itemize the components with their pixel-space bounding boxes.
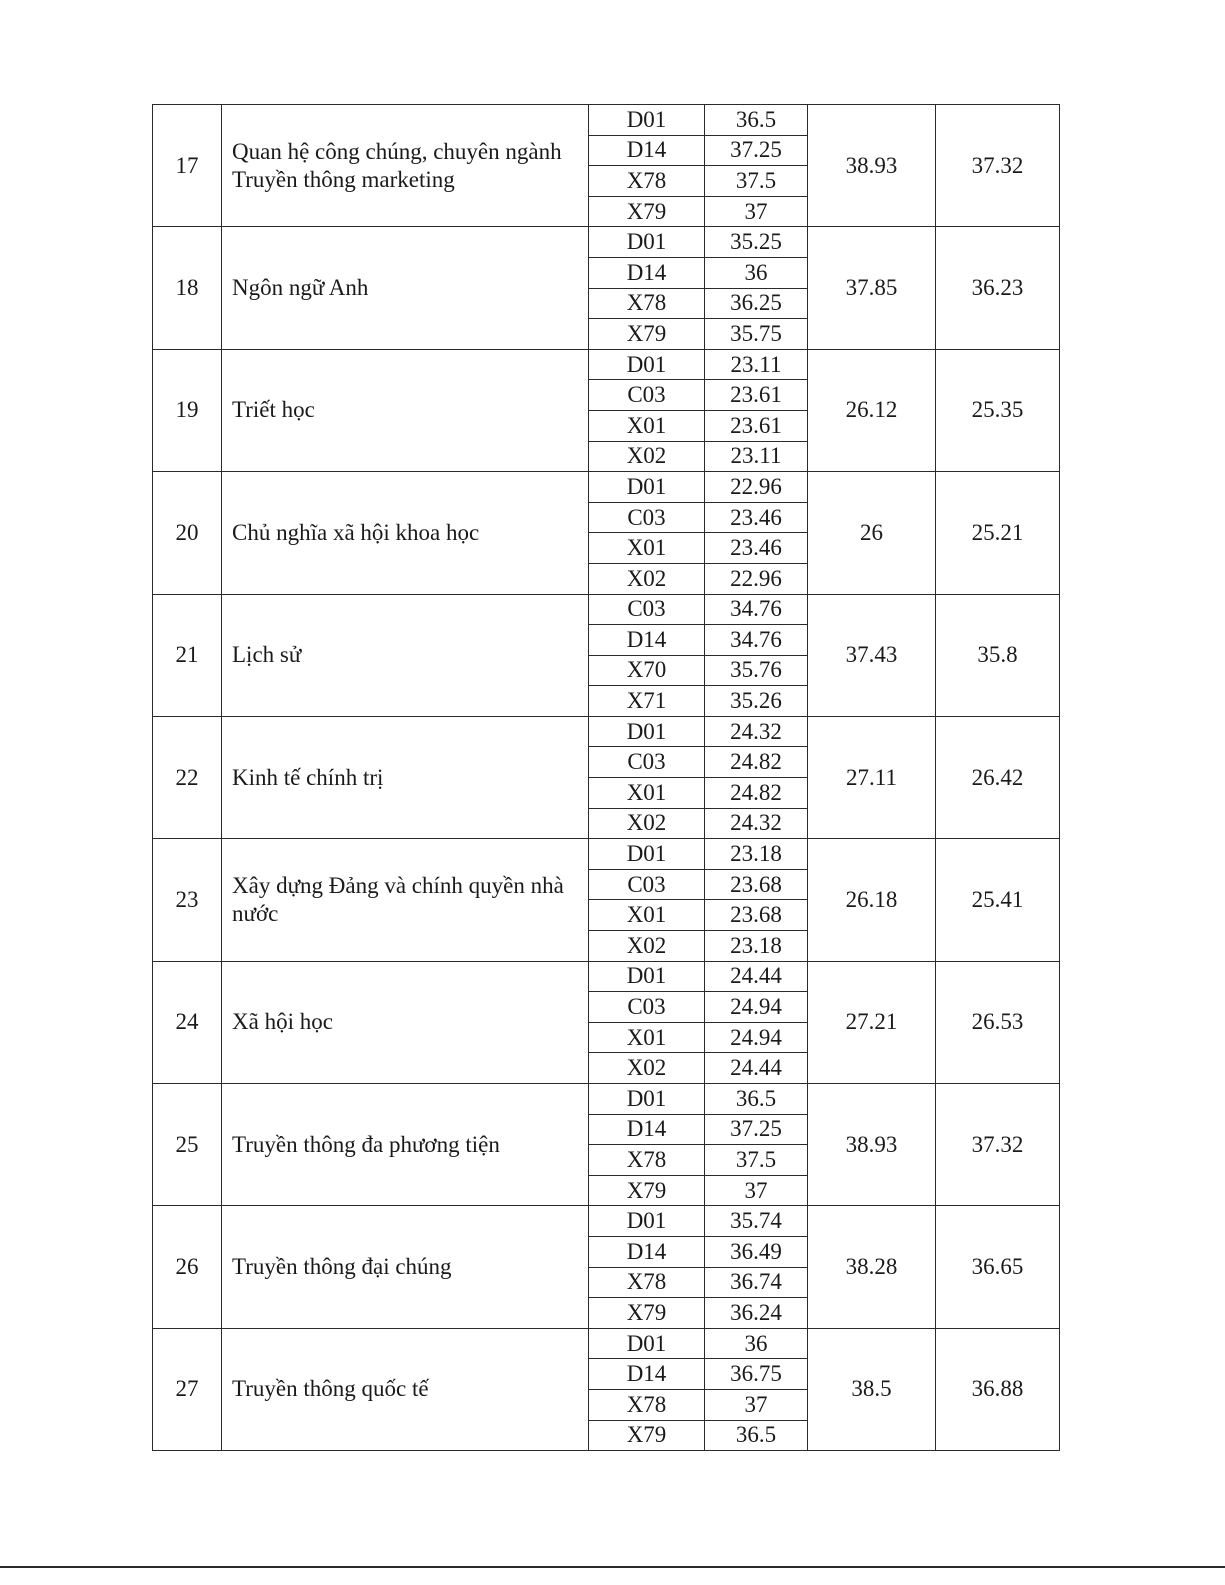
combo-score: 36.5 [705,1084,808,1115]
combo-code: X79 [589,196,705,227]
combo-code: X02 [589,441,705,472]
combo-score: 24.82 [705,747,808,778]
table-row [153,594,1060,625]
combo-code: D01 [589,105,705,136]
combo-score: 23.61 [705,410,808,441]
combo-code: D01 [589,1328,705,1359]
score-column-b: 35.8 [936,594,1060,716]
combo-score: 37.25 [705,1114,808,1145]
combo-score: 24.44 [705,1053,808,1084]
combo-score: 24.32 [705,716,808,747]
combo-score: 24.94 [705,1022,808,1053]
combo-code: C03 [589,502,705,533]
combo-code: X02 [589,563,705,594]
score-column-b: 37.32 [936,1084,1060,1206]
row-number: 17 [153,105,222,227]
combo-code: C03 [589,992,705,1023]
combo-code: X78 [589,166,705,197]
combo-score: 36.24 [705,1298,808,1329]
table-row [153,472,1060,503]
score-column-a: 26.18 [808,839,936,961]
combo-score: 23.68 [705,869,808,900]
combo-code: X71 [589,686,705,717]
score-table [152,104,1060,1451]
score-column-a: 38.5 [808,1328,936,1450]
row-number: 25 [153,1084,222,1206]
combo-score: 36.74 [705,1267,808,1298]
combo-code: D14 [589,1236,705,1267]
combo-code: X70 [589,655,705,686]
combo-code: X79 [589,319,705,350]
major-name: Lịch sử [222,594,589,716]
score-column-a: 38.28 [808,1206,936,1328]
combo-code: X01 [589,900,705,931]
row-number: 18 [153,227,222,349]
combo-score: 36 [705,1328,808,1359]
table-row [153,961,1060,992]
combo-score: 37.25 [705,135,808,166]
combo-code: X78 [589,288,705,319]
combo-code: X02 [589,931,705,962]
combo-score: 24.44 [705,961,808,992]
major-name: Truyền thông đa phương tiện [222,1084,589,1206]
score-column-b: 36.23 [936,227,1060,349]
combo-score: 22.96 [705,472,808,503]
combo-code: X02 [589,808,705,839]
combo-code: D14 [589,1114,705,1145]
combo-code: D01 [589,716,705,747]
combo-code: X01 [589,778,705,809]
row-number: 21 [153,594,222,716]
table-row [153,1084,1060,1115]
combo-code: D14 [589,135,705,166]
score-column-b: 36.88 [936,1328,1060,1450]
row-number: 20 [153,472,222,594]
combo-score: 24.94 [705,992,808,1023]
combo-code: D01 [589,839,705,870]
combo-code: C03 [589,594,705,625]
combo-score: 36.5 [705,105,808,136]
combo-code: X78 [589,1145,705,1176]
combo-score: 23.68 [705,900,808,931]
combo-score: 36.5 [705,1420,808,1451]
major-name: Ngôn ngữ Anh [222,227,589,349]
combo-score: 22.96 [705,563,808,594]
major-name: Chủ nghĩa xã hội khoa học [222,472,589,594]
row-number: 26 [153,1206,222,1328]
combo-score: 37.5 [705,166,808,197]
combo-code: D01 [589,227,705,258]
page-bottom-rule [0,1566,1225,1568]
combo-code: X79 [589,1298,705,1329]
combo-score: 35.75 [705,319,808,350]
score-column-a: 37.43 [808,594,936,716]
major-name: Triết học [222,349,589,471]
row-number: 27 [153,1328,222,1450]
table-row [153,716,1060,747]
combo-score: 35.25 [705,227,808,258]
score-column-a: 38.93 [808,105,936,227]
row-number: 22 [153,716,222,838]
combo-score: 36.25 [705,288,808,319]
score-column-b: 36.65 [936,1206,1060,1328]
major-name: Kinh tế chính trị [222,716,589,838]
combo-score: 36.75 [705,1359,808,1390]
major-name: Quan hệ công chúng, chuyên ngành Truyền thông marketing [222,105,589,227]
combo-score: 23.46 [705,502,808,533]
score-column-b: 26.42 [936,716,1060,838]
combo-code: D01 [589,1206,705,1237]
major-name: Truyền thông đại chúng [222,1206,589,1328]
combo-code: C03 [589,747,705,778]
combo-score: 23.46 [705,533,808,564]
combo-code: X01 [589,1022,705,1053]
combo-score: 34.76 [705,594,808,625]
combo-score: 23.11 [705,441,808,472]
combo-score: 36.49 [705,1236,808,1267]
combo-score: 36 [705,257,808,288]
table-row [153,105,1060,136]
major-name: Xã hội học [222,961,589,1083]
combo-score: 37 [705,196,808,227]
score-table-body [153,105,1060,1451]
combo-code: X79 [589,1420,705,1451]
combo-score: 37 [705,1389,808,1420]
combo-score: 37.5 [705,1145,808,1176]
combo-score: 37 [705,1175,808,1206]
score-column-a: 38.93 [808,1084,936,1206]
score-column-b: 26.53 [936,961,1060,1083]
table-row [153,1328,1060,1359]
combo-score: 23.18 [705,931,808,962]
score-column-b: 37.32 [936,105,1060,227]
combo-score: 23.11 [705,349,808,380]
score-column-a: 26.12 [808,349,936,471]
combo-code: D01 [589,961,705,992]
combo-score: 35.76 [705,655,808,686]
combo-score: 34.76 [705,625,808,656]
score-column-b: 25.35 [936,349,1060,471]
combo-code: C03 [589,869,705,900]
combo-score: 35.26 [705,686,808,717]
combo-score: 35.74 [705,1206,808,1237]
major-name: Xây dựng Đảng và chính quyền nhà nước [222,839,589,961]
combo-score: 23.61 [705,380,808,411]
major-name: Truyền thông quốc tế [222,1328,589,1450]
combo-code: D01 [589,1084,705,1115]
combo-code: D14 [589,625,705,656]
score-column-a: 27.21 [808,961,936,1083]
combo-code: D14 [589,1359,705,1390]
table-row [153,227,1060,258]
combo-code: X78 [589,1267,705,1298]
score-column-a: 26 [808,472,936,594]
combo-code: D01 [589,349,705,380]
combo-code: X02 [589,1053,705,1084]
combo-code: D01 [589,472,705,503]
score-column-a: 27.11 [808,716,936,838]
combo-code: X01 [589,533,705,564]
combo-code: C03 [589,380,705,411]
score-column-b: 25.21 [936,472,1060,594]
combo-score: 23.18 [705,839,808,870]
combo-code: D14 [589,257,705,288]
table-row [153,349,1060,380]
combo-code: X79 [589,1175,705,1206]
row-number: 24 [153,961,222,1083]
row-number: 19 [153,349,222,471]
combo-code: X01 [589,410,705,441]
table-row [153,1206,1060,1237]
score-column-a: 37.85 [808,227,936,349]
score-column-b: 25.41 [936,839,1060,961]
table-row [153,839,1060,870]
combo-code: X78 [589,1389,705,1420]
combo-score: 24.82 [705,778,808,809]
combo-score: 24.32 [705,808,808,839]
row-number: 23 [153,839,222,961]
